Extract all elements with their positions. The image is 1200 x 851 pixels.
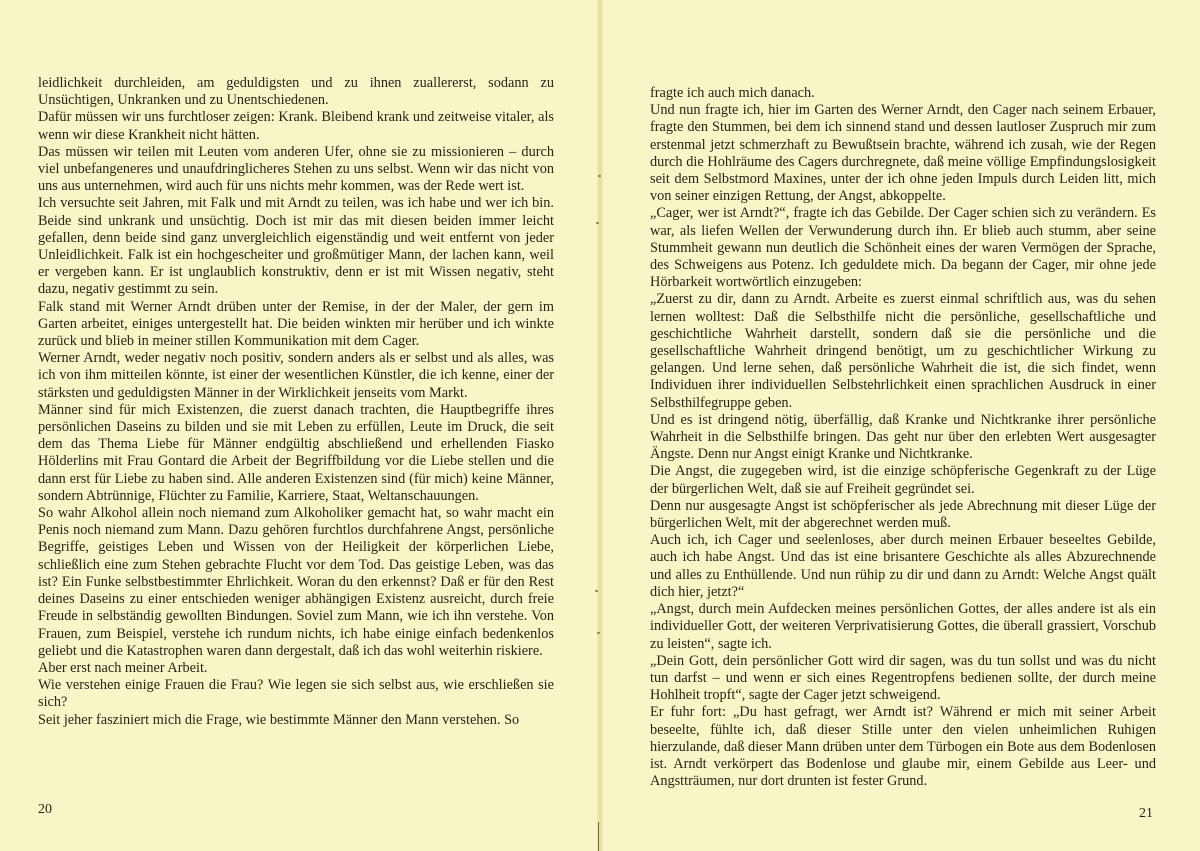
paragraph: fragte ich auch mich danach. xyxy=(650,85,815,101)
paragraph: Seit jeher fasziniert mich die Frage, wie bestimmte Männer den Mann verstehen. So xyxy=(38,711,520,728)
paragraph: „Dein Gott, dein persönlicher Gott wird dir sagen, was du tun sollst und was du nicht tun darfst – und wenn er sich eines Regentropfens bedienen sollte, der durch meine Hohlheit tropft“, sagte der Cager jetzt schweigend. xyxy=(650,652,1156,704)
paragraph: Und nun fragte ich, hier im Garten des Werner Arndt, den Cager nach seinem Erbauer, fragte den Stummen, bei dem ich sinnend stand und dessen lautloser Zuspruch mir zum erstenmal jetzt schmerzhaft zu Bewußtsein brachte, während ich zusah, wie der Regen durch die Hohlräume des Cagers durchregnete, daß meine völlige Empfindungslosigkeit seit dem Selbstmord Maxines, unter der ich ohne jeden Impuls durch Leiden litt, mich von seiner einzigen Rettung, der Angst, abkoppelte. xyxy=(650,102,1156,205)
paragraph: Ich versuchte seit Jahren, mit Falk und mit Arndt zu teilen, was ich habe und wer ich bin. Beide sind unkrank und unsüchtig. Doch ist mir das mit diesen beiden immer leicht gefallen, denn beide sind ganz unvergleichlich eigenständig und weit entfernt von jeder Unleidlichkeit. Falk ist ein hochgescheiter und großmütiger Mann, der lachen kann, weil er vergeben kann. Er ist unglaublich konstruktiv, denn er ist mit Wissen negativ, steht dazu, negativ gestimmt zu sein. xyxy=(38,195,554,298)
left-page-text xyxy=(38,75,554,729)
paragraph: Dafür müssen wir uns furchtloser zeigen: Krank. Bleibend krank und zeitweise vitaler, als wenn wir diese Krankheit nicht hätten. xyxy=(38,109,554,143)
paragraph: So wahr Alkohol allein noch niemand zum Alkoholiker gemacht hat, so wahr macht ein Penis noch niemand zum Mann. Dazu gehören furchtlos durchfahrene Angst, persönliche Begriffe, geistiges Leben und Wissen von der Heiligkeit der körperlichen Liebe, schließlich eine zum Stehen gebrachte Flucht vor dem Tod. Das geistige Leben, was das ist? Ein Funke selbstbestimmter Ehrlichkeit. Woran du den erkennst? Daß er für den Rest deines Daseins zu einer entschieden weniger abhängigen Existenz ausreicht, durch freie Freude in selbständig gewollten Bindungen. Soviel zum Mann, wie ich ihn verstehe. Von Frauen, zum Beispiel, verstehe ich rundum nichts, ich habe einige einfach bedenkenlos geliebt und die Katastrophen waren dann dergestalt, daß ich das wohl weiterhin riskiere. xyxy=(38,505,554,659)
paragraph: Er fuhr fort: „Du hast gefragt, wer Arndt ist? Während er mich mit seiner Arbeit beseelte, fühlte ich, daß dieser Stille unter den vielen unheimlichen Ruhigen hierzulande, daß dieser Mann drüben unter dem Türbogen ein Bote aus dem Bodenlosen ist. Arndt verkörpert das Bodenlose und glaube mir, einem Gebilde aus Leer- und Angstträumen, nur dort drunten ist fester Grund. xyxy=(650,704,1156,790)
paragraph: Die Angst, die zugegeben wird, ist die einzige schöpferische Gegenkraft zu der Lüge der bürgerlichen Welt, daß sie auf Freiheit gegründet sei. xyxy=(650,463,1156,497)
page-number-right: 21 xyxy=(1139,806,1153,821)
paper-speck xyxy=(597,632,600,634)
paragraph: Falk stand mit Werner Arndt drüben unter der Remise, in der der Maler, der gern im Garten arbeitet, einiges untergestellt hat. Die beiden winkten mir herüber und ich winkte zurück und blieb in meiner stillen Kommunikation mit dem Cager. xyxy=(38,298,554,350)
paragraph: Männer sind für mich Existenzen, die zuerst danach trachten, die Hauptbegriffe ihres persönlichen Daseins zu bilden und sie mit Leben zu erfüllen, Leute im Druck, die seit dem das Thema Liebe für Männer endgültig abschließend und erhellenden Fiasko Hölderlins mit Frau Gontard die Arbeit der Begriffbildung vor die Liebe stellen und die dann erst für Liebe zu haben sind. Alle anderen Existenzen sind (für mich) keine Männer, sondern Abtrünnige, Flüchter zu Familie, Karriere, Staat, Weltanschauungen. xyxy=(38,401,554,504)
paragraph: „Cager, wer ist Arndt?“, fragte ich das Gebilde. Der Cager schien sich zu verändern. Es war, als liefen Wellen der Verwunderung durch ihn. Er blieb auch stumm, aber seine Stummheit gewann nun deutlich die Schönheit eines der waren Vermögen der Sprache, des Schweigens aus Potenz. Ich geduldete mich. Da begann der Cager, mir ohne jede Hörbarkeit wortwörtlich einzugeben: xyxy=(650,205,1156,291)
paragraph: Denn nur ausgesagte Angst ist schöpferischer als jede Abrechnung mit dieser Lüge der bürgerlichen Welt, mit der abgerechnet werden muß. xyxy=(650,497,1156,532)
right-page xyxy=(602,0,1200,851)
paragraph: Wie verstehen einige Frauen die Frau? Wie legen sie sich selbst aus, wie erschließen sie sich? xyxy=(38,677,554,711)
paragraph: Das müssen wir teilen mit Leuten vom anderen Ufer, ohne sie zu missionieren – durch viel unbefangeneres und unaufdringlicheres Stehen zu uns selbst. Wenn wir das nicht von uns aus unternehmen, wird auch für uns nichts mehr kommen, was der Rede wert ist. xyxy=(38,143,554,195)
paragraph: „Angst, durch mein Aufdecken meines persönlichen Gottes, der alles andere ist als ein individueller Gott, der weiteren Verprivatisierung Gottes, die überall grassiert, Vorschub zu leisten“, sagte ich. xyxy=(650,601,1156,652)
paper-speck xyxy=(595,590,598,592)
fold-line xyxy=(598,822,599,851)
paragraph: Aber erst nach meiner Arbeit. xyxy=(38,659,208,676)
paragraph: leidlichkeit durchleiden, am geduldigsten und zu ihnen zuallererst, sodann zu Unsüchtigen, Unkranken und zu Unentschiedenen. xyxy=(38,75,554,109)
right-page-text xyxy=(650,85,1156,790)
page-number-left: 20 xyxy=(38,802,52,817)
paragraph: „Zuerst zu dir, dann zu Arndt. Arbeite es zuerst einmal schriftlich aus, was du sehen lernen wolltest: Daß die Selbsthilfe nicht die persönliche, gesellschaftliche und geschichtliche Wahrheit darstellt, sondern daß sie die persönliche und die gesellschaftliche Wahrheit dringend benötigt, um zu geschichtlicher Wirkung zu gelangen. Und lerne sehen, daß persönliche Wahrheit die ist, die sich findet, wenn Individuen ihrer individuellen Selbstehrlichkeit einen sprachlichen Ausdruck in einer Selbsthilfegruppe geben. xyxy=(650,291,1156,411)
paragraph: Werner Arndt, weder negativ noch positiv, sondern anders als er selbst und als alles, was ich von ihm mitteilen könnte, ist einer der wesentlichen Künstler, die ich kenne, einer der stärksten und geduldigsten Männer in der Wirklichkeit jenseits vom Markt. xyxy=(38,350,554,401)
paragraph: Und es ist dringend nötig, überfällig, daß Kranke und Nichtkranke ihrer persönliche Wahrheit in die Selbsthilfe bringen. Das geht nur über den erlebten Wert ausgesagter Ängste. Denn nur Angst einigt Kranke und Nichtkranke. xyxy=(650,411,1156,463)
paper-speck xyxy=(596,222,599,224)
paragraph: Auch ich, ich Cager und seelenloses, aber durch meinen Erbauer beseeltes Gebilde, auch ich habe Angst. Und das ist eine brisantere Geschichte als alles Abzurechnende und alles zu Enthüllende. Und nun rühip zu dir und dann zu Arndt: Welche Angst quält dich hier, jetzt?“ xyxy=(650,532,1156,600)
left-page xyxy=(0,0,598,851)
paper-speck xyxy=(598,175,601,177)
